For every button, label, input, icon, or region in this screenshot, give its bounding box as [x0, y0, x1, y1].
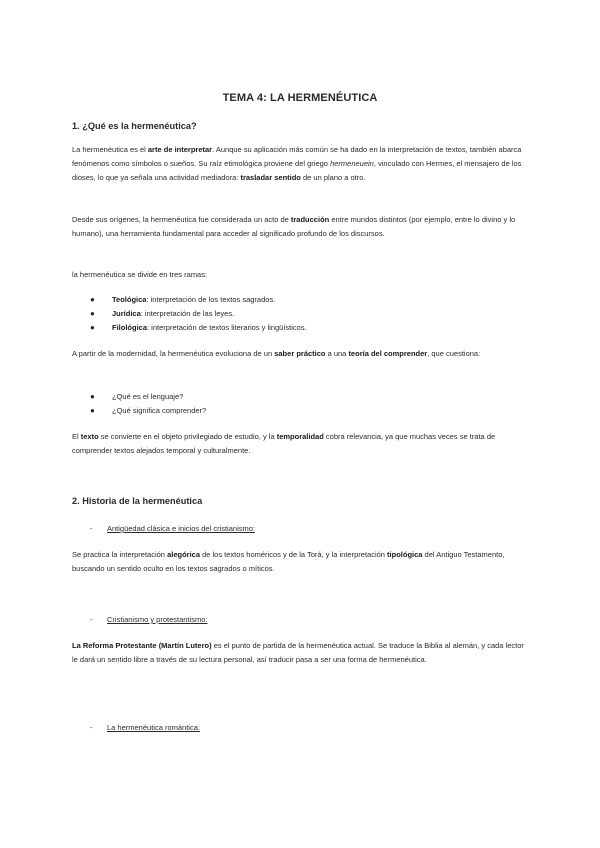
bullet-icon: ● — [90, 323, 95, 332]
dash-marker: - — [90, 615, 93, 624]
paragraph-origins: Desde sus orígenes, la hermenéutica fue considerada un acto de traducción entre mundos distintos (por ejemplo, entre lo divino y lo humano), una herramienta fundamental para acceder al significado profundo de los discursos. — [72, 215, 516, 238]
paragraph-modernity: A partir de la modernidad, la hermenéutica evoluciona de un saber práctico a una teoría del comprender, que cuestiona: — [72, 349, 481, 358]
bullet-icon: ● — [90, 309, 95, 318]
bullet-icon: ● — [90, 406, 95, 415]
paragraph-branches-intro: la hermenéutica se divide en tres ramas: — [72, 270, 208, 279]
paragraph-definition: La hermenéutica es el arte de interpretar. Aunque su aplicación más común se ha dado en la interpretación de textos, también abarca fenómenos como símbolos o sueños. Su raíz etimológica proviene del griego hermeneuein, vinculado con Hermes, el mensajero de los dioses, lo que ya señala una actividad mediadora: trasladar sentido de un plano a otro. — [72, 145, 522, 182]
dash-marker: - — [90, 723, 93, 732]
paragraph-antiquity: Se practica la interpretación alegórica de los textos homéricos y de la Torá, y la interpretación tipológica del Antiguo Testamento, buscando un sentido oculto en los textos sagrados o míticos. — [72, 550, 505, 573]
bullet-icon: ● — [90, 295, 95, 304]
dash-marker: - — [90, 524, 93, 533]
paragraph-text-temporality: El texto se convierte en el objeto privilegiado de estudio, y la temporalidad cobra relevancia, ya que muchas veces se trata de comprender textos alejados temporal y culturalmente. — [72, 432, 496, 455]
paragraph-protestantism: La Reforma Protestante (Martín Lutero) es el punto de partida de la hermenéutica actual. Se traduce la Biblia al alemán, y cada lector le dará un sentido libre a través de su lectura personal, así traducir pasa a ser una forma de hermenéutica. — [72, 641, 524, 664]
bullet-icon: ● — [90, 392, 95, 401]
section-heading-2: 2. Historia de la hermenéutica — [72, 496, 203, 506]
page-title: TEMA 4: LA HERMENÉUTICA — [222, 92, 378, 104]
section-heading-1: 1. ¿Qué es la hermenéutica? — [72, 121, 197, 131]
